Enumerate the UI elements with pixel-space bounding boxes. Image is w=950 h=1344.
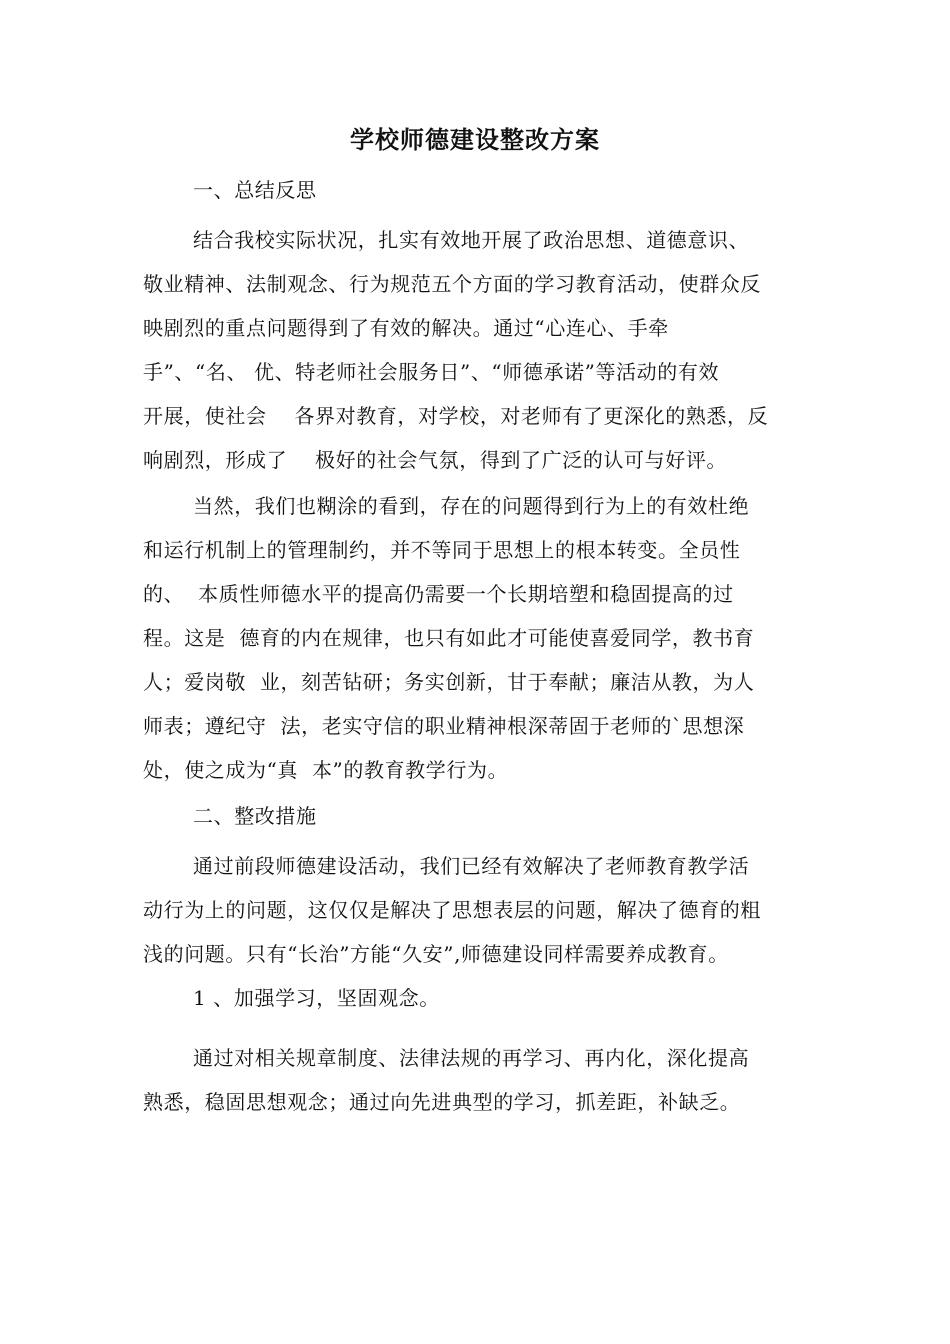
section-heading-summary: 一、总结反思 xyxy=(193,178,317,202)
text-line: 的、 本质性师德水平的提高仍需要一个长期培塑和稳固提高的过 xyxy=(143,582,734,606)
text-line: 熟悉，稳固思想观念；通过向先进典型的学习，抓差距，补缺乏。 xyxy=(143,1090,741,1114)
paragraph-study-1 xyxy=(143,1036,813,1124)
section-heading-study: 1 、加强学习，坚固观念。 xyxy=(193,986,440,1010)
paragraph-measures-1 xyxy=(143,844,813,976)
section-heading-measures: 二、整改措施 xyxy=(193,804,317,828)
paragraph-summary-2 xyxy=(143,484,813,792)
text-line: 敬业精神、法制观念、行为规范五个方面的学习教育活动，使群众反 xyxy=(143,272,761,296)
text-line: 人；爱岗敬 业，刻苦钻研；务实创新，甘于奉献；廉洁从教，为人 xyxy=(143,670,755,694)
document-body xyxy=(143,168,813,1124)
text-line: 开展，使社会 各界对教育，对学校，对老师有了更深化的熟悉，反 xyxy=(143,404,769,428)
text-line: 师表；遵纪守 法，老实守信的职业精神根深蒂固于老师的`思想深 xyxy=(143,714,745,738)
text-line: 当然，我们也糊涂的看到，存在的问题得到行为上的有效杜绝 xyxy=(193,494,750,518)
text-line: 浅的问题。只有“长治”方能“久安”,师德建设同样需要养成教育。 xyxy=(143,942,729,966)
text-line: 程。这是 德育的内在规律，也只有如此才可能使喜爱同学，教书育 xyxy=(143,626,755,650)
paragraph-summary-1 xyxy=(143,218,813,482)
text-line: 映剧烈的重点问题得到了有效的解决。通过“心连心、手牵 xyxy=(143,316,669,340)
text-line: 处，使之成为“真 本”的教育教学行为。 xyxy=(143,758,509,782)
text-line: 动行为上的问题，这仅仅是解决了思想表层的问题，解决了德育的粗 xyxy=(143,898,761,922)
text-line: 结合我校实际状况，扎实有效地开展了政治思想、道德意识、 xyxy=(193,228,750,252)
text-line: 通过前段师德建设活动，我们已经有效解决了老师教育教学活 xyxy=(193,854,750,878)
text-line: 手”、“名、 优、特老师社会服务日”、“师德承诺”等活动的有效 xyxy=(143,360,720,384)
document-title: 学校师德建设整改方案 xyxy=(350,125,600,154)
text-line: 响剧烈，形成了 极好的社会气氛，得到了广泛的认可与好评。 xyxy=(143,448,728,472)
text-line: 通过对相关规章制度、法律法规的再学习、再内化，深化提高 xyxy=(193,1046,750,1070)
text-line: 和运行机制上的管理制约，并不等同于思想上的根本转变。全员性 xyxy=(143,538,741,562)
